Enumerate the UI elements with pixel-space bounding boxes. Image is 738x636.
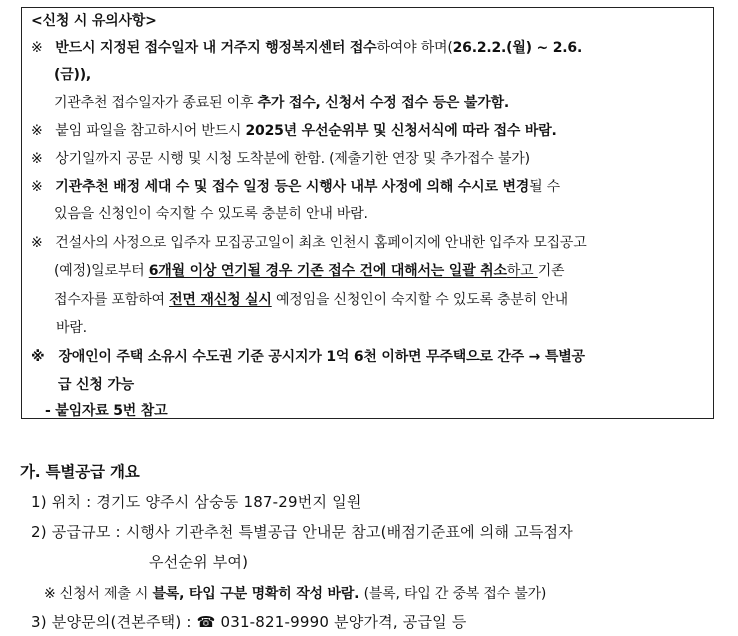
- notice-item-6-cont-1: [54, 260, 564, 280]
- notice-item-5: [31, 176, 560, 196]
- notice-text: 하여야 하며(: [376, 40, 453, 56]
- notice-item-6-cont-3: 바람.: [56, 320, 87, 336]
- reference-mark: ※: [31, 179, 43, 195]
- notice-text: (예정)일로부터: [54, 263, 149, 279]
- notice-item-7-cont: 급 신청 가능: [58, 377, 134, 393]
- reference-mark: ※: [31, 40, 43, 56]
- notice-emphasis: 기관추천 배정 세대 수 및 접수 일정 등은 시행사 내부 사정에 의해 수시로 변경: [55, 179, 530, 195]
- section-title: 가. 특별공급 개요: [20, 463, 140, 481]
- notice-item-7: [31, 346, 585, 366]
- notice-item-6: [31, 232, 587, 252]
- reference-mark: ※: [31, 235, 43, 251]
- overview-item-supply: 2) 공급규모 : 시행사 기관추천 특별공급 안내문 참고(배점기준표에 의해 고득점자: [31, 523, 573, 541]
- phone-icon: ☎: [196, 613, 216, 631]
- notice-text: 기존: [537, 263, 565, 279]
- reference-mark: ※: [31, 123, 43, 139]
- notice-text: 기관추천 접수일자가 종료된 이후: [54, 95, 258, 111]
- overview-item-location: 1) 위치 : 경기도 양주시 삼숭동 187-29번지 일원: [31, 493, 362, 511]
- attachment-reference: - 붙임자료 5번 참고: [45, 403, 168, 419]
- notice-text: 건설사의 사정으로 입주자 모집공고일이 최초 인천시 홈페이지에 안내한 입주자 모집공고: [55, 235, 587, 251]
- overview-item-inquiry: [31, 611, 467, 632]
- notice-item-6-cont-2: [54, 289, 568, 309]
- note-emphasis: 블록, 타입 구분 명확히 작성 바람.: [152, 586, 360, 602]
- notice-text: 상기일까지 공문 시행 및 시청 도착분에 한함. (제출기한 연장 및 추가접수 불가): [55, 151, 530, 167]
- notice-text: 접수자를 포함하여: [54, 292, 170, 308]
- notice-emphasis: 접수일자 내 거주지 행정복지센터 접수: [144, 40, 377, 56]
- overview-note: [44, 583, 546, 603]
- reference-mark: ※: [31, 349, 45, 365]
- notice-item-2: [54, 92, 509, 112]
- notice-item-4: [31, 148, 530, 168]
- notice-date-range: 26.2.2.(월) ~ 2.6.: [452, 40, 583, 56]
- reference-mark: ※: [31, 151, 43, 167]
- inquiry-label: 3) 분양문의(견본주택) :: [31, 613, 197, 631]
- notice-item-3: [31, 120, 557, 140]
- notice-text: 될 수: [529, 179, 561, 195]
- notice-item-1: [31, 37, 582, 57]
- notice-emphasis: 전면 재신청 실시: [169, 292, 272, 308]
- note-text: (블록, 타입 간 중복 접수 불가): [359, 586, 547, 602]
- note-text: ※ 신청서 제출 시: [44, 586, 153, 602]
- notice-emphasis: 2025년 우선순위부 및 신청서식에 따라 접수 바람.: [245, 123, 557, 139]
- notice-text: 붙임 파일을 참고하시어 반드시: [55, 123, 246, 139]
- notice-emphasis: 추가 접수, 신청서 수정 접수 등은 불가함.: [257, 95, 510, 111]
- notice-emphasis: 장애인이 주택 소유시 수도권 기준 공시지가 1억 6천 이하면 무주택으로 간주 → 특별공: [58, 349, 585, 365]
- notice-item-1-cont: (금)),: [54, 67, 92, 83]
- phone-number: 031-821-9990: [220, 613, 330, 631]
- notice-title: <신청 시 유의사항>: [31, 13, 157, 29]
- notice-text: 예정임을 신청인이 숙지할 수 있도록 충분히 안내: [271, 292, 568, 308]
- inquiry-detail: 분양가격, 공급일 등: [329, 613, 467, 631]
- notice-item-5-cont: 있음을 신청인이 숙지할 수 있도록 충분히 안내 바람.: [54, 206, 368, 222]
- overview-item-supply-cont: 우선순위 부여): [149, 553, 249, 571]
- notice-emphasis: 6개월 이상 연기될 경우 기존 접수 건에 대해서는 일괄 취소: [148, 263, 507, 279]
- notice-text: 하고: [506, 263, 538, 279]
- notice-text: 반드시 지정된: [55, 40, 145, 56]
